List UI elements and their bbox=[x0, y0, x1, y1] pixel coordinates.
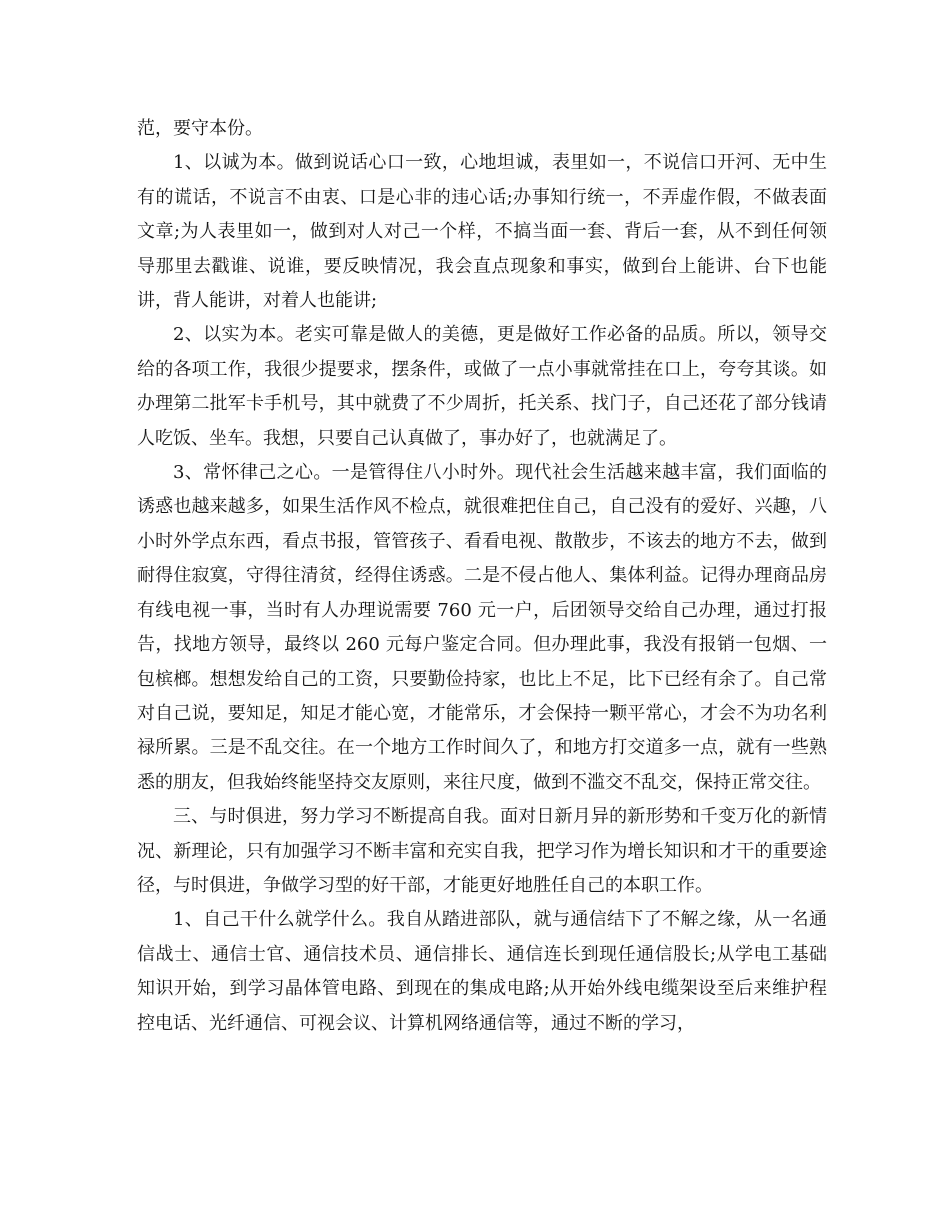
document-body bbox=[137, 112, 827, 1041]
paragraph-continuation: 范，要守本份。 bbox=[137, 118, 263, 139]
paragraph-honesty: 1、以诚为本。做到说话心口一致，心地坦诚，表里如一，不说信口开河、无中生有的谎话，不说言不由衷、口是心非的违心话;办事知行统一，不弄虚作假，不做表面文章;为人表里如一，做到对人对己一个样，不搞当面一套、背后一套，从不到任何领导那里去戳谁、说谁，要反映情况，我会直点现象和事实，做到台上能讲、台下也能讲，背人能讲，对着人也能讲; bbox=[137, 152, 827, 312]
paragraph-keep-pace: 三、与时俱进，努力学习不断提高自我。面对日新月异的新形势和千变万化的新情况、新理论，只有加强学习不断丰富和充实自我，把学习作为增长知识和才干的重要途径，与时俱进，争做学习型的好干部，才能更好地胜任自己的本职工作。 bbox=[137, 806, 827, 896]
paragraph-learning: 1、自己干什么就学什么。我自从踏进部队，就与通信结下了不解之缘，从一名通信战士、通信士官、通信技术员、通信排长、通信连长到现任通信股长;从学电工基础知识开始，到学习晶体管电路、到现在的集成电路;从开始外线电缆架设至后来维护程控电话、光纤通信、可视会议、计算机网络通信等，通过不断的学习， bbox=[137, 909, 827, 1034]
paragraph-self-discipline: 3、常怀律己之心。一是管得住八小时外。现代社会生活越来越丰富，我们面临的诱惑也越来越多，如果生活作风不检点，就很难把住自己，自己没有的爱好、兴趣，八小时外学点东西，看点书报，管管孩子、看看电视、散散步，不该去的地方不去，做到耐得住寂寞，守得往清贫，经得住诱惑。二是不侵占他人、集体利益。记得办理商品房有线电视一事，当时有人办理说需要 760 元一户，后团领导交给自己办理，通过打报告，找地方领导，最终以 260 元每户鉴定合同。但办理此事，我没有报销一包烟、一包槟榔。想想发给自己的工资，只要勤俭持家，也比上不足，比下已经有余了。自己常对自己说，要知足，知足才能心宽，才能常乐，才会保持一颗平常心，才会不为功名利禄所累。三是不乱交往。在一个地方工作时间久了，和地方打交道多一点，就有一些熟悉的朋友，但我始终能坚持交友原则，来往尺度，做到不滥交不乱交，保持正常交往。 bbox=[137, 462, 827, 793]
paragraph-sincerity: 2、以实为本。老实可靠是做人的美德，更是做好工作必备的品质。所以，领导交给的各项工作，我很少提要求，摆条件，或做了一点小事就常挂在口上，夸夸其谈。如办理第二批军卡手机号，其中就费了不少周折，托关系、找门子，自己还花了部分钱请人吃饭、坐车。我想，只要自己认真做了，事办好了，也就满足了。 bbox=[137, 324, 827, 449]
